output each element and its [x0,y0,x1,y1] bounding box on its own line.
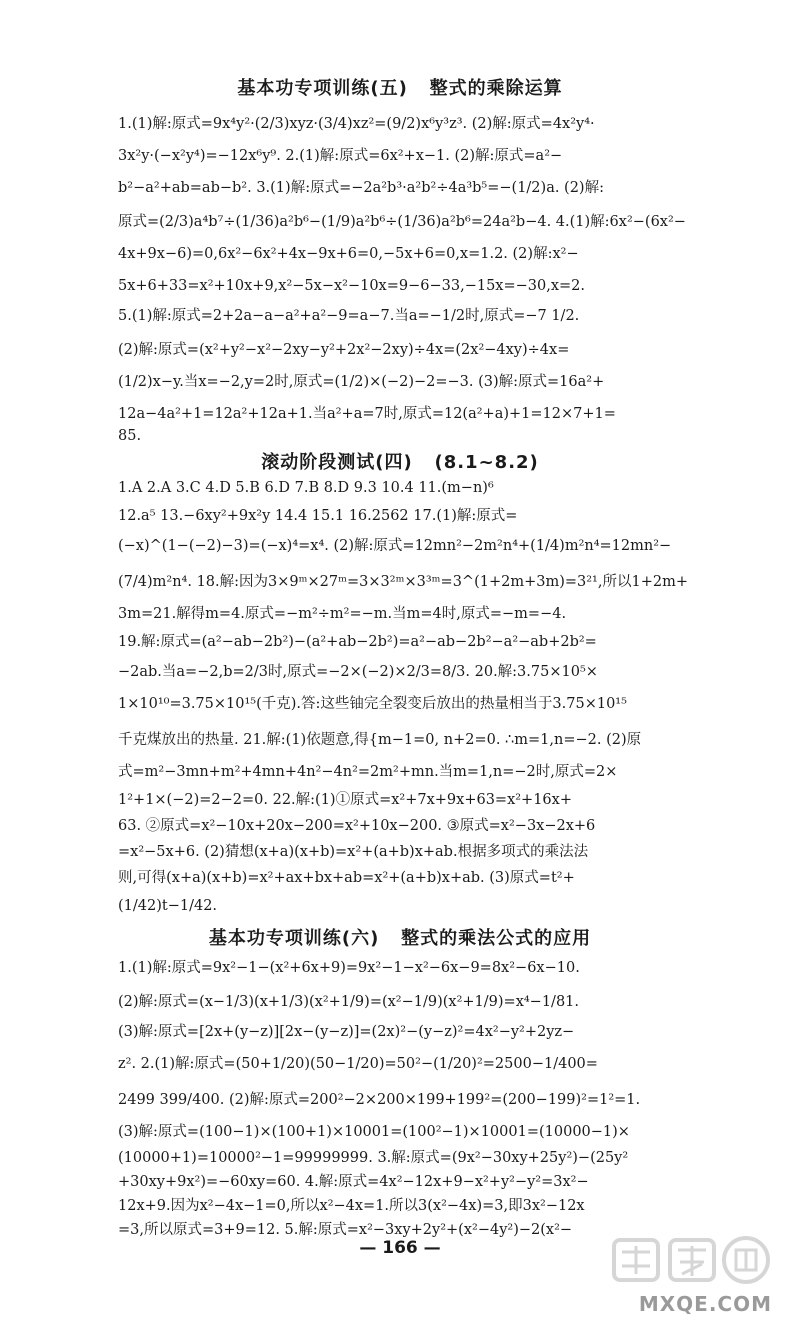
text-line: (1/42)t−1/42. [118,898,218,914]
text-line: 式=m²−3mn+m²+4mn+4n²−4n²=2m²+mn.当m=1,n=−2时,原式=2× [118,764,618,780]
text-line: (−x)^(1−(−2)−3)=(−x)⁴=x⁴. (2)解:原式=12mn²−2m²n⁴+(1/4)m²n⁴=12mn²− [118,538,672,554]
text-line: −2ab.当a=−2,b=2/3时,原式=−2×(−2)×2/3=8/3. 20.解:3.75×10⁵× [118,664,598,680]
text-line: (2)解:原式=(x²+y²−x²−2xy−y²+2x²−2xy)÷4x=(2x²−4xy)÷4x= [118,342,570,358]
text-line: 5x+6+33=x²+10x+9,x²−5x−x²−10x=9−6−33,−15x=−30,x=2. [118,278,585,294]
text-line: (1/2)x−y.当x=−2,y=2时,原式=(1/2)×(−2)−2=−3. (3)解:原式=16a²+ [118,374,605,390]
text-line: 2499 399/400. (2)解:原式=200²−2×200×199+199²=(200−199)²=1²=1. [118,1092,641,1108]
text-line: (2)解:原式=(x−1/3)(x+1/3)(x²+1/9)=(x²−1/9)(x²+1/9)=x⁴−1/81. [118,994,580,1010]
text-line: 12a−4a²+1=12a²+12a+1.当a²+a=7时,原式=12(a²+a)+1=12×7+1= [118,406,616,422]
text-line: 63. ②原式=x²−10x+20x−200=x²+10x−200. ③原式=x²−3x−2x+6 [118,818,596,834]
text-line: (3)解:原式=(100−1)×(100+1)×10001=(100²−1)×10001=(10000−1)× [118,1124,630,1140]
text-line: =x²−5x+6. (2)猜想(x+a)(x+b)=x²+(a+b)x+ab.根据多项式的乘法法 [118,844,589,860]
text-line: 则,可得(x+a)(x+b)=x²+ax+bx+ab=x²+(a+b)x+ab. (3)原式=t²+ [118,870,575,886]
text-line: 千克煤放出的热量. 21.解:(1)依题意,得{m−1=0, n+2=0. ∴m=1,n=−2. (2)原 [118,732,642,748]
text-line: (3)解:原式=[2x+(y−z)][2x−(y−z)]=(2x)²−(y−z)²=4x²−y²+2yz− [118,1024,575,1040]
text-line: 12x+9.因为x²−4x−1=0,所以x²−4x=1.所以3(x²−4x)=3,即3x²−12x [118,1198,585,1214]
text-line: 12.a⁵ 13.−6xy²+9x²y 14.4 15.1 16.2562 17.(1)解:原式= [118,508,518,524]
text-line: 19.解:原式=(a²−ab−2b²)−(a²+ab−2b²)=a²−ab−2b²−a²−ab+2b²= [118,634,597,650]
text-line: 1.(1)解:原式=9x⁴y²·(2/3)xyz·(3/4)xz²=(9/2)x⁶y³z³. (2)解:原式=4x²y⁴· [118,116,595,132]
text-line: 1.(1)解:原式=9x²−1−(x²+6x+9)=9x²−1−x²−6x−9=8x²−6x−10. [118,960,580,976]
text-line: z². 2.(1)解:原式=(50+1/20)(50−1/20)=50²−(1/20)²=2500−1/400= [118,1056,598,1072]
text-line: 原式=(2/3)a⁴b⁷÷(1/36)a²b⁶−(1/9)a²b⁶÷(1/36)a²b⁶=24a²b−4. 4.(1)解:6x²−(6x²− [118,214,686,230]
section-title-basic-training-6: 基本功专项训练(六) 整式的乘法公式的应用 [208,928,592,949]
section-title-rolling-test-4: 滚动阶段测试(四) (8.1~8.2) [261,452,539,473]
text-line: (7/4)m²n⁴. 18.解:因为3×9ᵐ×27ᵐ=3×3²ᵐ×3³ᵐ=3^(1+2m+3m)=3²¹,所以1+2m+ [118,574,688,590]
text-line: 85. [118,428,142,444]
page-number: — 166 — [359,1238,441,1258]
section-title-basic-training-5: 基本功专项训练(五) 整式的乘除运算 [237,78,563,99]
text-line: =3,所以原式=3+9=12. 5.解:原式=x²−3xy+2y²+(x²−4y²)−2(x²− [118,1222,573,1238]
text-line: 4x+9x−6)=0,6x²−6x²+4x−9x+6=0,−5x+6=0,x=1.2. (2)解:x²− [118,246,579,262]
text-line: (10000+1)=10000²−1=99999999. 3.解:原式=(9x²−30xy+25y²)−(25y² [118,1150,629,1166]
text-line: +30xy+9x²)=−60xy=60. 4.解:原式=4x²−12x+9−x²+y²−y²=3x²− [118,1174,589,1190]
text-line: 5.(1)解:原式=2+2a−a−a²+a²−9=a−7.当a=−1/2时,原式=−7 1/2. [118,308,580,324]
text-line: 1²+1×(−2)=2−2=0. 22.解:(1)①原式=x²+7x+9x+63=x²+16x+ [118,792,572,808]
text-line: b²−a²+ab=ab−b². 3.(1)解:原式=−2a²b³·a²b²÷4a³b⁵=−(1/2)a. (2)解: [118,180,604,196]
text-line: 1.A 2.A 3.C 4.D 5.B 6.D 7.B 8.D 9.3 10.4 11.(m−n)⁶ [118,480,494,496]
text-line: 1×10¹⁰=3.75×10¹⁵(千克).答:这些铀完全裂变后放出的热量相当于3.75×10¹⁵ [118,696,627,712]
watermark-url: MXQE.COM [638,1292,772,1316]
text-line: 3m=21.解得m=4.原式=−m²÷m²=−m.当m=4时,原式=−m=−4. [118,606,567,622]
text-line: 3x²y·(−x²y⁴)=−12x⁶y⁹. 2.(1)解:原式=6x²+x−1. (2)解:原式=a²− [118,148,563,164]
